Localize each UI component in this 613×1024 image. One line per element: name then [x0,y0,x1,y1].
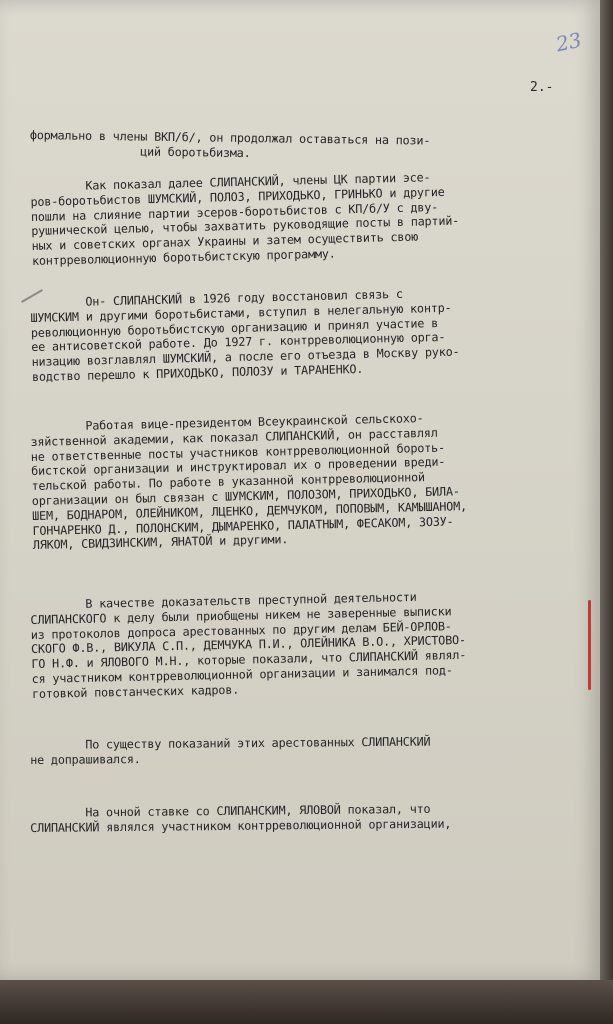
red-margin-mark [588,600,591,690]
page-edge-right [600,0,613,1024]
page-number: 2.- [530,80,554,95]
paragraph-2: Как показал далее СЛИПАНСКИЙ, члены ЦК партии эсе- ров-боротьбистов ШУМСКИЙ, ПОЛОЗ, ПРИХОДЬКО, ГРИНЬКО и другие пошли на слияние партии эсеров-боротьбистов с КП/б/У с дву- рушнической целью, чтобы захватить руководящие посты в партий- ных и советских органах Украины и затем осуществить свою контрреволюционную боротьбистскую программу. [30,170,460,268]
paragraph-4: Работая вице-президентом Всеукраинской сельскохо- зяйственной академии, как показал СЛИПАНСКИЙ, он расставлял не ответственные посты участников контрреволюционной бороть- бистской организации и инструктировал их о проведении вреди- тельской работы. По работе в указанной контрреволюционной организации он был связан с ШУМСКИМ, ПОЛОЗОМ, ПРИХОДЬКО, БИЛА- ШЕМ, БОДНАРОМ, ОЛЕЙНИКОМ, ЛЦЕНКО, ДЕМЧУКОМ, ПОПОВЫМ, КАМЫШАНОМ, ГОНЧАРЕНКО Д., ПОЛОНСКИМ, ДЫМАРЕНКО, ПАЛАТНЫМ, ФЕСАКОМ, ЗОЗУ- ЛЯКОМ, СВИДЗИНСКИМ, ЯНАТОЙ и другими. [30,411,468,553]
paragraph-3: Он- СЛИПАНСКИЙ в 1926 году восстановил связь с ШУМСКИМ и другими боротьбистами, вступил в нелегальную контр- революционную боротьбистскую организацию и принял участие в ее антисоветской работе. До 1927 г. контрреволюционную орга- низацию возглавлял ШУМСКИЙ, а после его отъезда в Москву руко- водство перешло к ПРИХОДЬКО, ПОЛОЗУ и ТАРАНЕНКО. [30,286,460,384]
paragraph-6: По существу показаний этих арестованных СЛИПАНСКИЙ не допрашивался. [30,734,431,767]
page-edge-bottom [0,980,613,1024]
paragraph-5: В качестве доказательств преступной деятельности СЛИПАНСКОГО к делу были приобщены никем не заверенные выписки из протоколов допроса арестованных по другим делам БЕЙ-ОРЛОВ- СКОГО Ф.В., ВИКУЛА С.П., ДЕМЧУКА П.И., ОЛЕЙНИКА В.О., ХРИСТОВО- ГО Н.Ф. и ЯЛОВОГО М.Н., которые показали, что СЛИПАНСКИЙ являл- ся участником контрреволюционной организации и занимался под- готовкой повстанческих кадров. [30,589,467,701]
paragraph-1: формально в члены ВКП/б/, он продолжал оставаться на пози- ций боротьбизма. [29,128,431,160]
paragraph-7: На очной ставке со СЛИПАНСКИМ, ЯЛОВОЙ показал, что СЛИПАНСКИЙ являлся участником контрреволюционной организации, [30,801,452,835]
folio-number: 23 [553,27,584,57]
